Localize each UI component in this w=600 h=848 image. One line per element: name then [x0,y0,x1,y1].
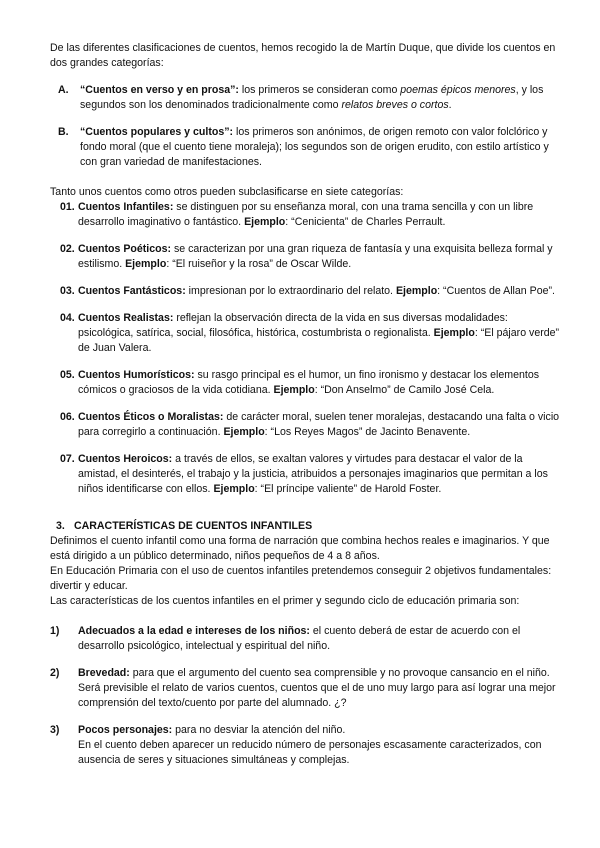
category-item-b [50,125,560,170]
list-number: 3) [50,724,60,736]
document-page [50,41,560,768]
list-number: 05. [60,369,75,381]
example-label: Ejemplo [244,216,286,228]
subclass-item-02 [50,242,560,272]
example-label: Ejemplo [395,285,438,297]
category-emphasis: relatos breves o cortos [341,99,449,111]
example-label: Ejemplo [223,426,265,438]
subclass-intro: Tanto unos cuentos como otros pueden subclasificarse en siete categorías: [50,186,404,198]
subclass-text: impresionan por lo extraordinario del relato. [185,285,396,297]
list-number: 02. [60,243,75,255]
section-number: 3. [56,520,65,532]
subclass-example: : “Cuentos de Allan Poe”. [437,285,555,297]
list-number: 07. [60,453,75,465]
list-number: 06. [60,411,75,423]
subclass-term: Cuentos Poéticos: [78,243,172,255]
subclass-example: : “Los Reyes Magos” de Jacinto Benavente. [264,426,471,438]
example-label: Ejemplo [433,327,475,339]
characteristic-item-3 [50,723,560,768]
category-item-a [50,83,560,113]
subclass-term: Cuentos Fantásticos: [78,285,186,297]
subclass-text: se distinguen por su enseñanza moral, con una trama sencilla y con un libre desarrollo imaginativo o fantástico. [78,201,534,228]
subclass-term: Cuentos Éticos o Moralistas: [78,411,224,423]
characteristic-term: Pocos personajes: [78,724,173,736]
list-number: 2) [50,667,60,679]
subclass-term: Cuentos Humorísticos: [78,369,195,381]
subclass-term: Cuentos Realistas: [78,312,174,324]
subclass-example: : “Cenicienta” de Charles Perrault. [285,216,446,228]
list-marker: B. [58,126,69,138]
characteristic-term: Brevedad: [78,667,130,679]
subclass-item-05 [50,368,560,398]
category-text: los primeros se consideran como [238,84,401,96]
example-label: Ejemplo [125,258,167,270]
subclass-text: se caracterizan por una gran riqueza de fantasía y una exquisita belleza formal y estilismo. [78,243,553,270]
category-text: los primeros son anónimos, de origen remoto con valor folclórico y fondo moral (que el cuento tiene moraleja); los segundos son de origen erudito, con estilo artístico y con gran variedad de manifestaciones. [80,126,549,168]
example-label: Ejemplo [213,483,255,495]
subclass-item-03 [50,284,560,299]
subclass-item-06 [50,410,560,440]
category-term: “Cuentos populares y cultos”: [80,126,234,138]
characteristic-extra: Será previsible el relato de varios cuentos, cuentos que el de uno muy largo para así lograr una mejor comprensión del texto/cuento por parte del alumnado. ¿? [78,682,556,709]
subclass-term: Cuentos Infantiles: [78,201,174,213]
characteristic-item-2 [50,666,560,711]
subclass-example: : “El príncipe valiente” de Harold Foster. [254,483,442,495]
subclass-text: su rasgo principal es el humor, un fino ironismo y destacar los elementos cómicos o graciosos de la vida cotidiana. [78,369,540,396]
subclass-term: Cuentos Heroicos: [78,453,173,465]
subclass-item-04 [50,311,560,356]
subclass-example: : “El ruiseñor y la rosa” de Oscar Wilde. [166,258,352,270]
category-emphasis: poemas épicos menores [400,84,516,96]
subclass-item-07 [50,452,560,497]
subclass-text: a través de ellos, se exaltan valores y virtudes para destacar el valor de la amistad, el desinterés, el trabajo y la justicia, atribuidos a personajes imaginarios que permitan a los niños identificarse con ellos. [78,453,548,495]
characteristic-text: para que el argumento del cuento sea comprensible y no provoque cansancio en el niño. [129,667,550,679]
subclass-text: de carácter moral, suelen tener moralejas, destacando una falta o vicio para corregirlo a continuación. [78,411,560,438]
subclass-text: reflejan la observación directa de la vida en sus diversas modalidades: psicológica, satírica, social, filosófica, histórica, costumbrista o regionalista. [78,312,508,339]
characteristic-item-1 [50,624,560,654]
subclass-item-01 [50,200,560,230]
intro-paragraph: De las diferentes clasificaciones de cuentos, hemos recogido la de Martín Duque, que divide los cuentos en dos grandes categorías: [50,42,556,69]
section-title: CARACTERÍSTICAS DE CUENTOS INFANTILES [73,520,313,532]
category-text: , y los segundos son los denominados tradicionalmente como [80,84,544,111]
list-number: 01. [60,201,75,213]
characteristic-text: para no desviar la atención del niño. [172,724,346,736]
section-paragraph-2: En Educación Primaria con el uso de cuentos infantiles pretendemos conseguir 2 objetivos fundamentales: divertir y educar. [50,565,552,592]
characteristic-text: el cuento deberá de estar de acuerdo con el desarrollo psicológico, intelectual y espiritual del niño. [78,625,521,652]
list-marker: A. [58,84,69,96]
list-number: 04. [60,312,75,324]
section-paragraph-3: Las características de los cuentos infantiles en el primer y segundo ciclo de educación primaria son: [50,595,520,607]
section-paragraph-1: Definimos el cuento infantil como una forma de narración que combina hechos reales e imaginarios. Y que está dirigido a un público determinado, niños pequeños de 4 a 8 años. [50,535,550,562]
characteristic-extra: En el cuento deben aparecer un reducido número de personajes escasamente caracterizados, con ausencia de seres y situaciones simultáneas y complejas. [78,739,542,766]
list-number: 1) [50,625,60,637]
list-number: 03. [60,285,75,297]
subclass-example: : “Don Anselmo” de Camilo José Cela. [314,384,495,396]
characteristic-term: Adecuados a la edad e intereses de los niños: [78,625,310,637]
category-text: . [448,99,452,111]
example-label: Ejemplo [273,384,315,396]
section-heading [50,519,560,534]
subclass-example: : “El pájaro verde” de Juan Valera. [78,327,560,354]
category-term: “Cuentos en verso y en prosa”: [80,84,239,96]
